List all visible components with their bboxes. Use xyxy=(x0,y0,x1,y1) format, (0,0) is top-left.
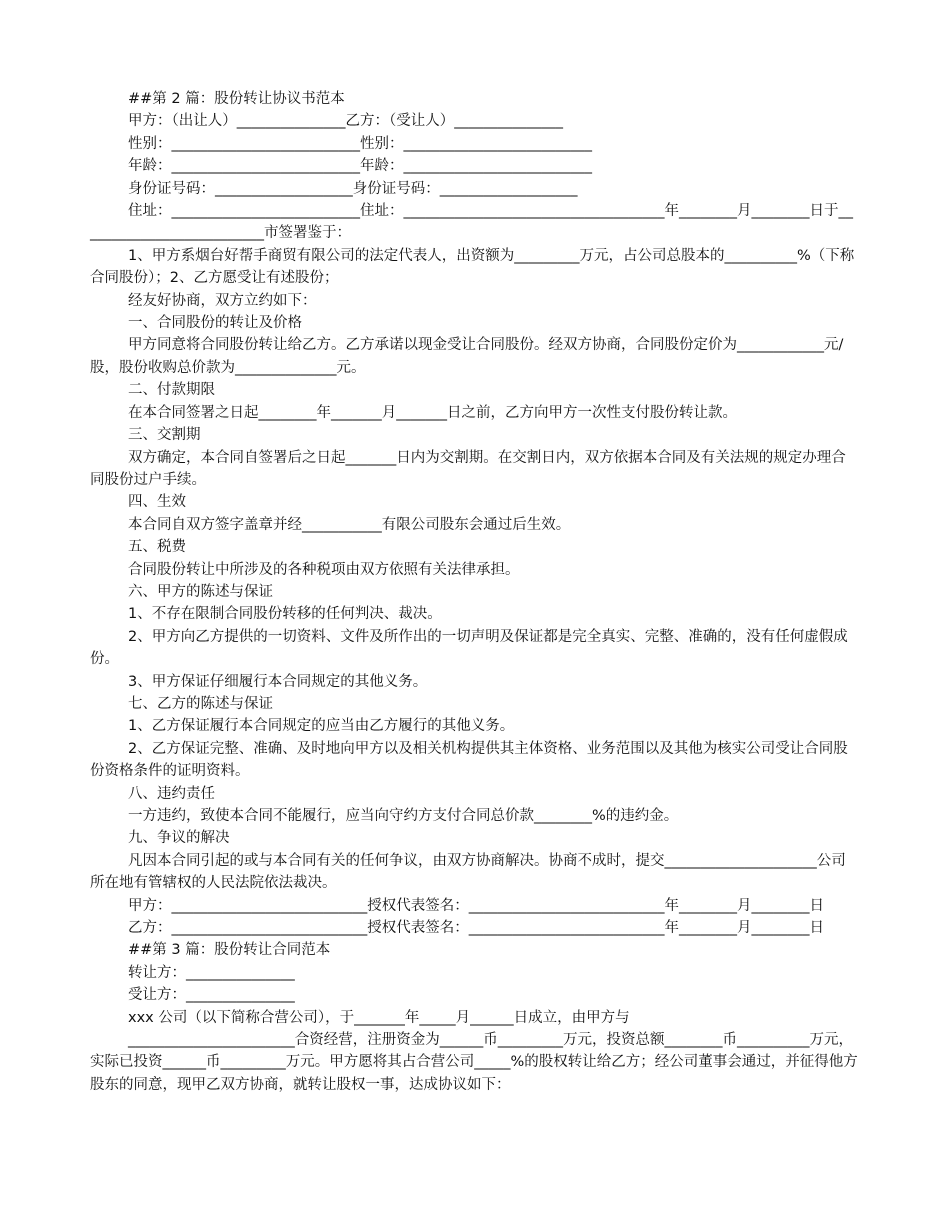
paragraph: 在本合同签署之日起________年_______月_______日之前，乙方向甲方一次性支付股份转让款。 xyxy=(128,404,737,421)
paragraph: ##第 2 篇：股份转让协议书范本 xyxy=(128,91,345,107)
paragraph: 一方违约，致使本合同不能履行，应当向守约方支付合同总价款________%的违约金。 xyxy=(128,808,679,824)
paragraph: 二、付款期限 xyxy=(128,382,215,399)
paragraph: 甲方同意将合同股份转让给乙方。乙方承诺以现金受让合同股份。经双方协商，合同股份定价为____________元/股，股份收购总价款为______________元。 xyxy=(90,337,844,376)
paragraph: xxx 公司（以下简称合营公司），于_______年_____月______日成立，由甲方与 xyxy=(128,1009,630,1026)
paragraph: 2、甲方向乙方提供的一切资料、文件及所作出的一切声明及保证都是完全真实、完整、准确的，没有任何虚假成份。 xyxy=(90,628,848,668)
paragraph: 六、甲方的陈述与保证 xyxy=(128,583,273,600)
paragraph: 性别：__________________________性别：__________________________ xyxy=(128,135,592,152)
paragraph: 合同股份转让中所涉及的各种税项由双方依照有关法律承担。 xyxy=(128,561,520,578)
paragraph: 凡因本合同引起的或与本合同有关的任何争议，由双方协商解决。协商不成时，提交_____________________公司所在地有管辖权的人民法院依法裁决。 xyxy=(90,852,846,892)
paragraph: 三、交割期 xyxy=(128,427,201,444)
paragraph: 双方确定，本合同自签署后之日起_______日内为交割期。在交割日内，双方依据本合同及有关法规的规定办理合同股份过户手续。 xyxy=(90,449,846,488)
paragraph: 3、甲方保证仔细履行本合同规定的其他义务。 xyxy=(128,673,428,690)
paragraph: 年龄：__________________________年龄：__________________________ xyxy=(128,158,592,175)
paragraph: 一、合同股份的转让及价格 xyxy=(128,315,302,332)
paragraph: 2、乙方保证完整、准确、及时地向甲方以及相关机构提供其主体资格、业务范围以及其他为核实公司受让合同股份资格条件的证明资料。 xyxy=(90,740,848,780)
paragraph: 甲方：___________________________授权代表签名：___________________________年________月________日 xyxy=(128,897,824,914)
paragraph: 住址：__________________________住址：____________________________________年________月________日于__________________________市签署鉴于： xyxy=(90,203,853,242)
paragraph: _______________________合资经营，注册资金为______币_________万元，投资总额________币__________万元，实际已投资______币_________万元。甲方愿将其占合营公司_____%的股权转让给乙方；经公司董事会通过，并征得他方股东的同意，现甲乙双方协商，就转让股权一事，达成协议如下： xyxy=(90,1032,858,1093)
paragraph: 八、违约责任 xyxy=(128,785,215,802)
paragraph: 1、不存在限制合同股份转移的任何判决、裁决。 xyxy=(128,606,442,623)
paragraph: 九、争议的解决 xyxy=(128,830,230,847)
paragraph: 本合同自双方签字盖章并经___________有限公司股东会通过后生效。 xyxy=(128,516,571,533)
paragraph: 甲方：（出让人）_______________乙方：（受让人）_______________ xyxy=(128,113,563,130)
paragraph: 1、甲方系烟台好帮手商贸有限公司的法定代表人，出资额为_________万元，占公司总股本的__________%（下称合同股份）；2、乙方愿受让有述股份； xyxy=(90,247,855,287)
paragraph: 四、生效 xyxy=(128,494,186,511)
paragraph: ##第 3 篇：股份转让合同范本 xyxy=(128,942,331,959)
paragraph: 转让方：_______________ xyxy=(128,964,295,981)
paragraph: 1、乙方保证履行本合同规定的应当由乙方履行的其他义务。 xyxy=(128,718,515,735)
paragraph: 经友好协商，双方立约如下： xyxy=(128,292,317,309)
document-body xyxy=(90,88,860,1096)
paragraph: 五、税费 xyxy=(128,539,186,556)
paragraph: 乙方：___________________________授权代表签名：___________________________年________月________日 xyxy=(128,920,824,937)
paragraph: 身份证号码：___________________身份证号码：___________________ xyxy=(128,180,578,197)
paragraph: 受让方：_______________ xyxy=(128,987,295,1004)
paragraph: 七、乙方的陈述与保证 xyxy=(128,695,273,712)
